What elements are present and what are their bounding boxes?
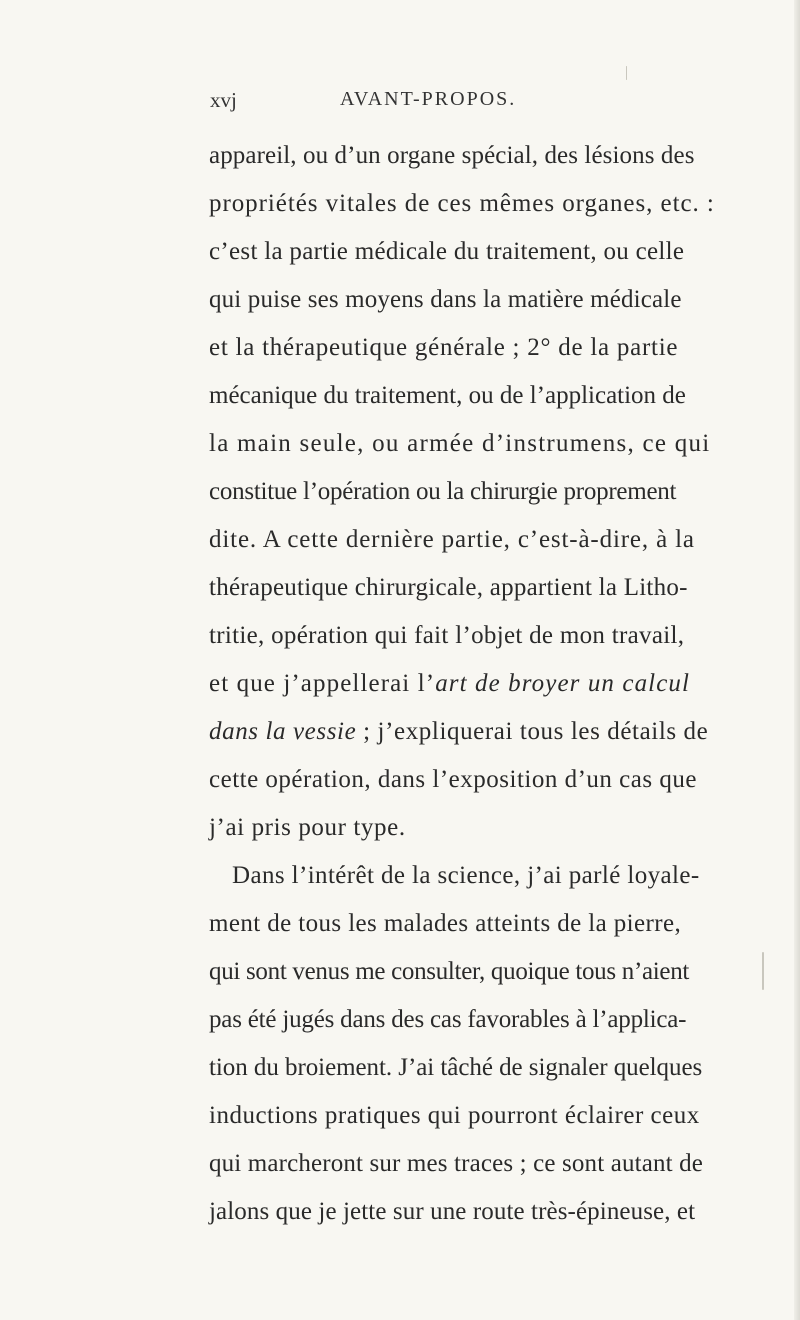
text-line: inductions pratiques qui pourront éclairer ceux [209, 1102, 700, 1129]
text-line: j’ai pris pour type. [209, 814, 406, 841]
paper-mark [762, 952, 764, 990]
text-line: la main seule, ou armée d’instrumens, ce qui [209, 430, 711, 457]
text-line: thérapeutique chirurgicale, appartient la Litho- [209, 574, 688, 601]
text-line: tritie, opération qui fait l’objet de mon travail, [209, 622, 685, 649]
text-line: pas été jugés dans des cas favorables à l’applica- [209, 1006, 687, 1033]
text-line: qui marcheront sur mes traces ; ce sont autant de [209, 1150, 703, 1177]
italic-phrase: dans la vessie [209, 718, 357, 745]
text-line: tion du broiement. J’ai tâché de signaler quelques [209, 1054, 703, 1081]
text-line [209, 671, 690, 696]
text-line: propriétés vitales de ces mêmes organes, etc. : [209, 190, 715, 217]
text-line [209, 719, 708, 744]
paper-mark [626, 66, 627, 80]
text-line: qui puise ses moyens dans la matière médicale [209, 286, 682, 313]
text-line: cette opération, dans l’exposition d’un cas que [209, 766, 697, 793]
running-title: AVANT-PROPOS. [340, 88, 517, 110]
italic-phrase: art de broyer un calcul [435, 670, 691, 697]
text-line: c’est la partie médicale du traitement, ou celle [209, 238, 685, 265]
text-line: ment de tous les malades atteints de la pierre, [209, 910, 682, 937]
text-line: jalons que je jette sur une route très-épineuse, et [209, 1198, 696, 1225]
text-line: dite. A cette dernière partie, c’est-à-dire, à la [209, 526, 695, 553]
line-text: ; j’expliquerai tous les détails de [356, 718, 709, 745]
text-line: constitue l’opération ou la chirurgie proprement [209, 478, 677, 505]
page-number: xvj [210, 88, 237, 112]
text-line: et la thérapeutique générale ; 2° de la partie [209, 334, 679, 361]
page-edge [794, 0, 800, 1320]
text-line: mécanique du traitement, ou de l’application de [209, 382, 686, 409]
text-line: qui sont venus me consulter, quoique tous n’aient [209, 958, 690, 985]
text-line: appareil, ou d’un organe spécial, des lésions des [209, 142, 695, 169]
text-line: Dans l’intérêt de la science, j’ai parlé loyale- [232, 862, 700, 889]
line-text: et que j’appellerai l’ [209, 670, 436, 697]
